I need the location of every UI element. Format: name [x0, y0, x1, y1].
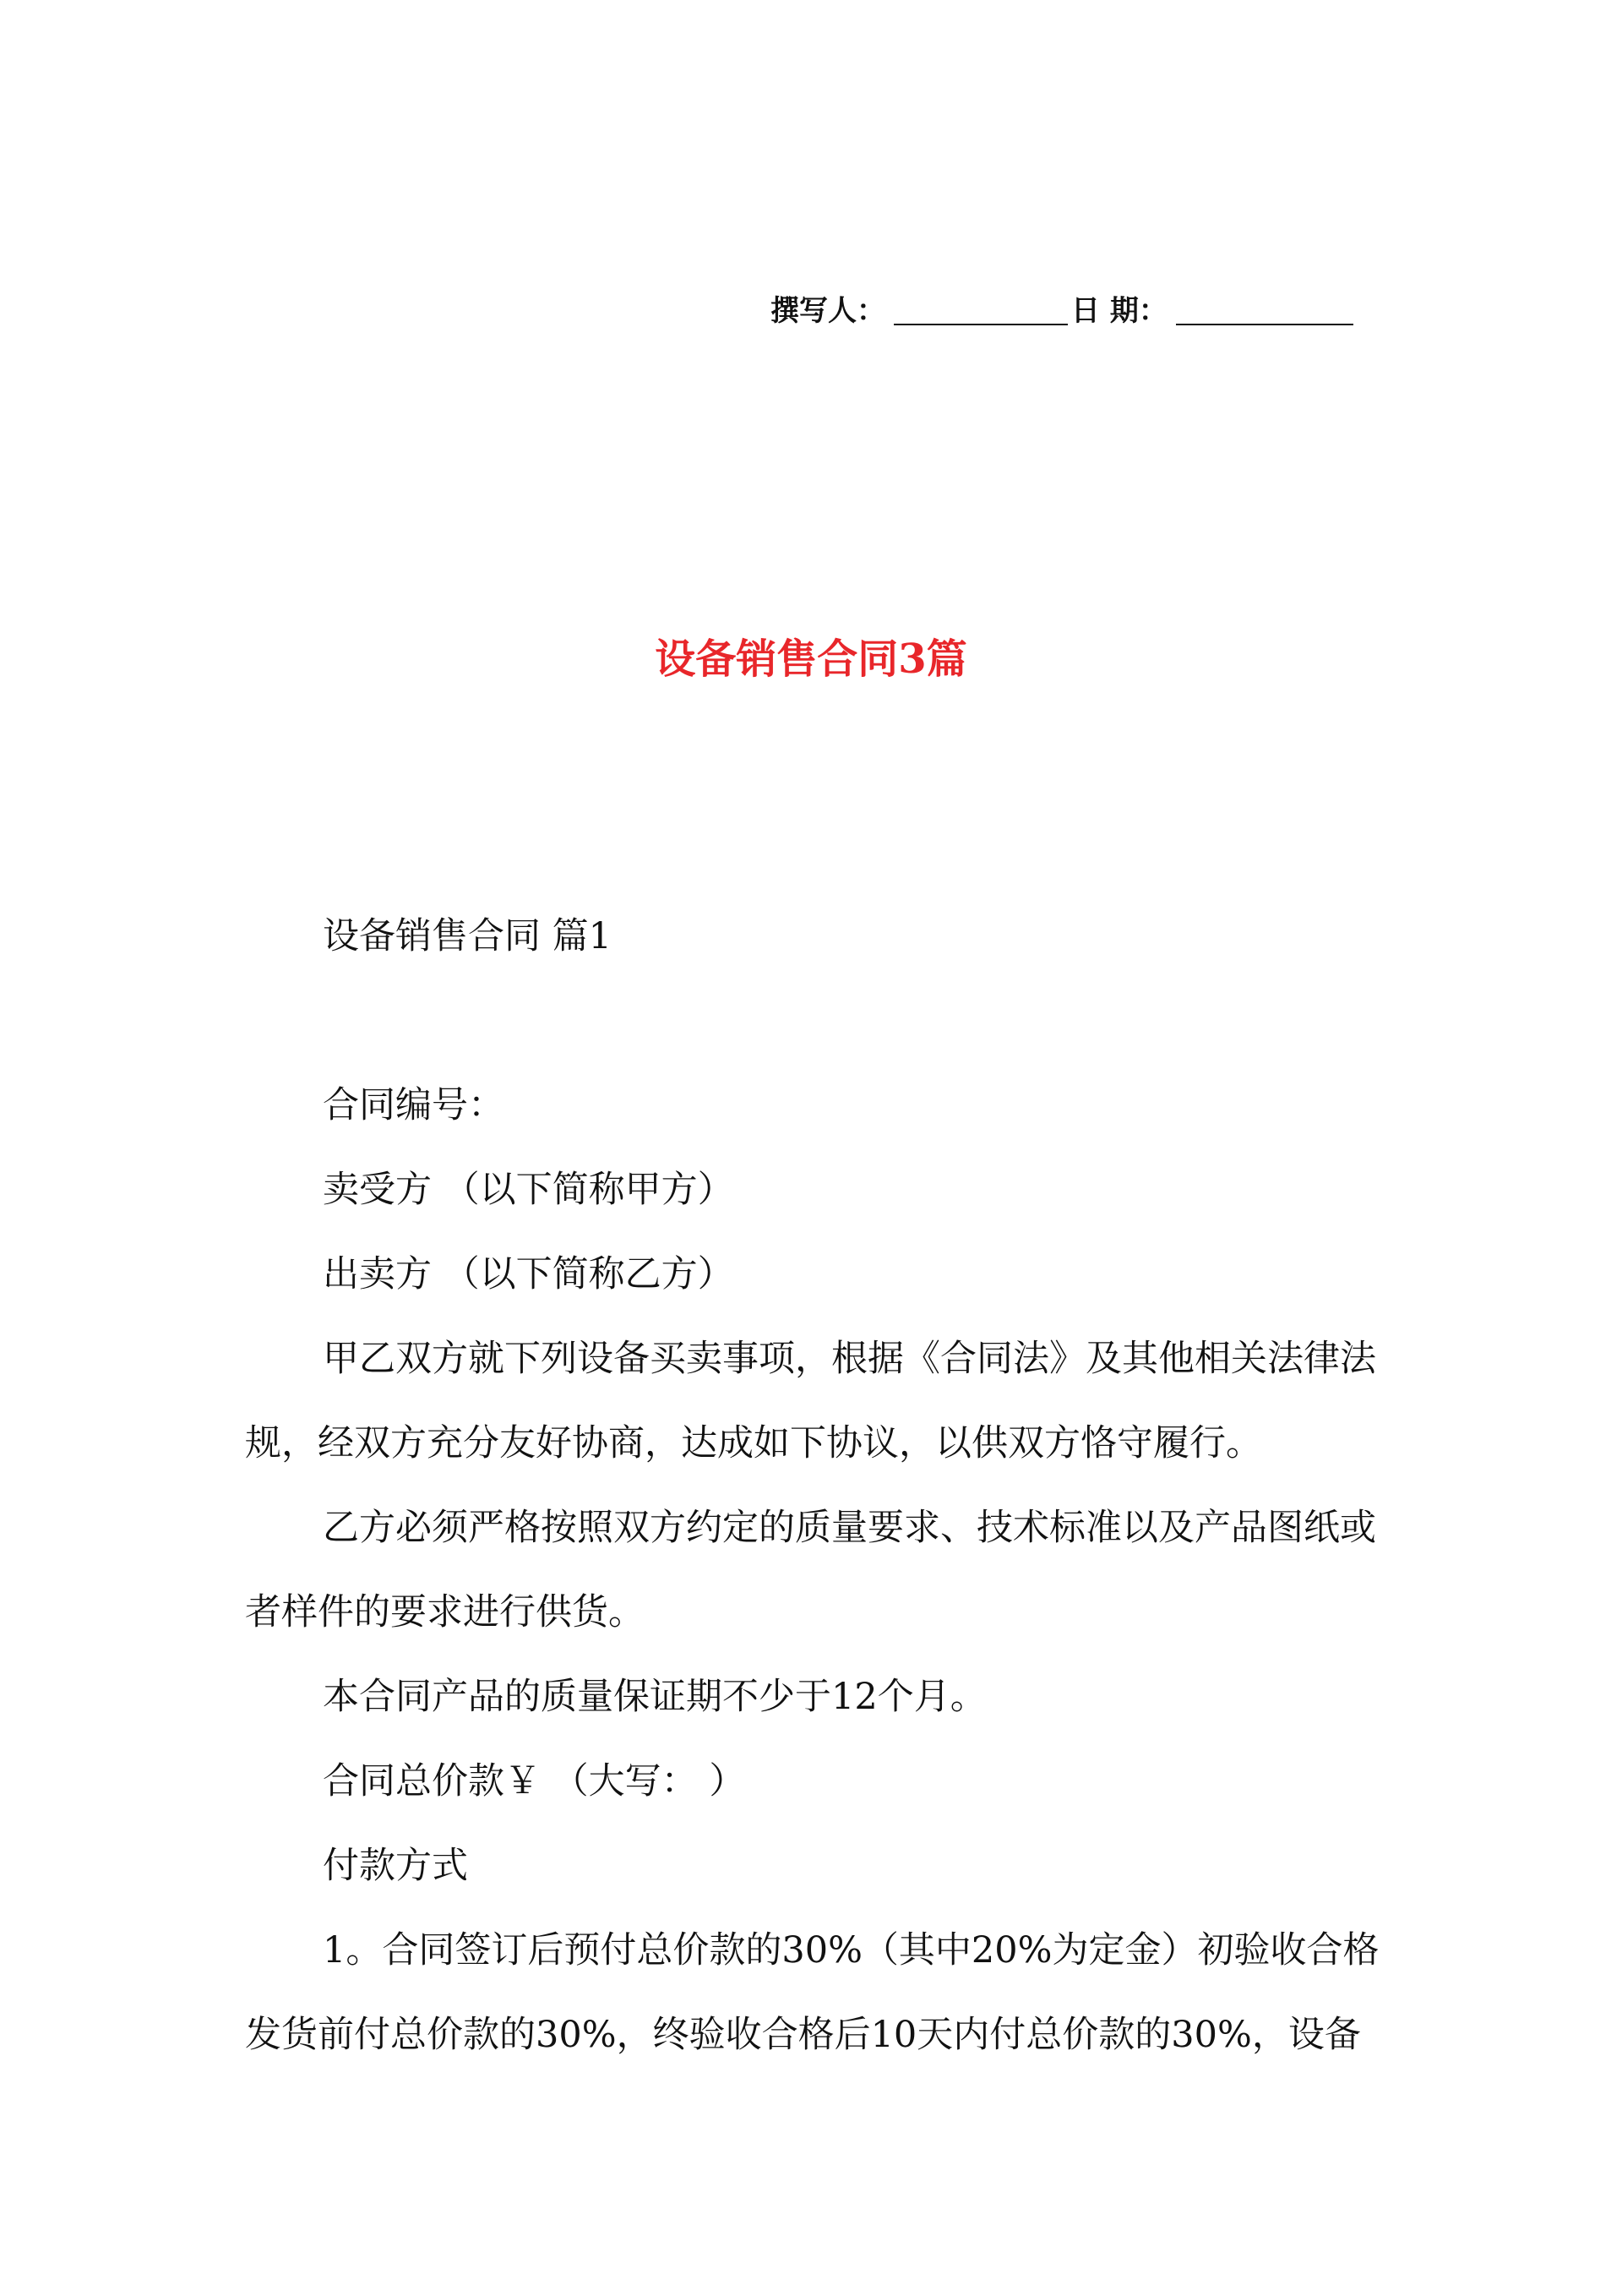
paragraph-warranty: 本合同产品的质量保证期不少于12个月。: [323, 1676, 987, 1718]
paragraph-quality: 乙方必须严格按照双方约定的质量要求、技术标准以及产品图纸或者样件的要求进行供货。: [245, 1507, 1376, 1633]
section-heading: 设备销售合同 篇1: [323, 915, 612, 957]
paragraph-payment-heading: 付款方式: [323, 1845, 468, 1887]
document-title: 设备销售合同3篇: [655, 635, 967, 683]
date-label: 日 期：: [1071, 294, 1168, 328]
paragraph-payment-terms: 1。合同签订后预付总价款的30%（其中20%为定金）初验收合格发货前付总价款的30%，终验收合格后10天内付总价款的30%，设备: [245, 1929, 1380, 2056]
author-blank[interactable]: [894, 290, 1068, 325]
spacer: [245, 979, 1381, 1063]
author-label: 撰写人：: [770, 294, 885, 328]
date-blank[interactable]: [1176, 290, 1353, 325]
author-date-line: [770, 281, 1383, 328]
seller-line: 出卖方 （以下简称乙方）: [323, 1253, 734, 1295]
buyer-line: 卖受方 （以下简称甲方）: [323, 1169, 734, 1211]
paragraph-total-price: 合同总价款￥ （大写： ）: [323, 1760, 746, 1802]
document-body: [245, 894, 1381, 2077]
paragraph-agreement: 甲乙双方就下列设备买卖事项，根据《合同法》及其他相关法律法规，经双方充分友好协商，达成如下协议，以供双方恪守履行。: [245, 1338, 1376, 1464]
contract-number-line: 合同编号：: [323, 1084, 504, 1126]
